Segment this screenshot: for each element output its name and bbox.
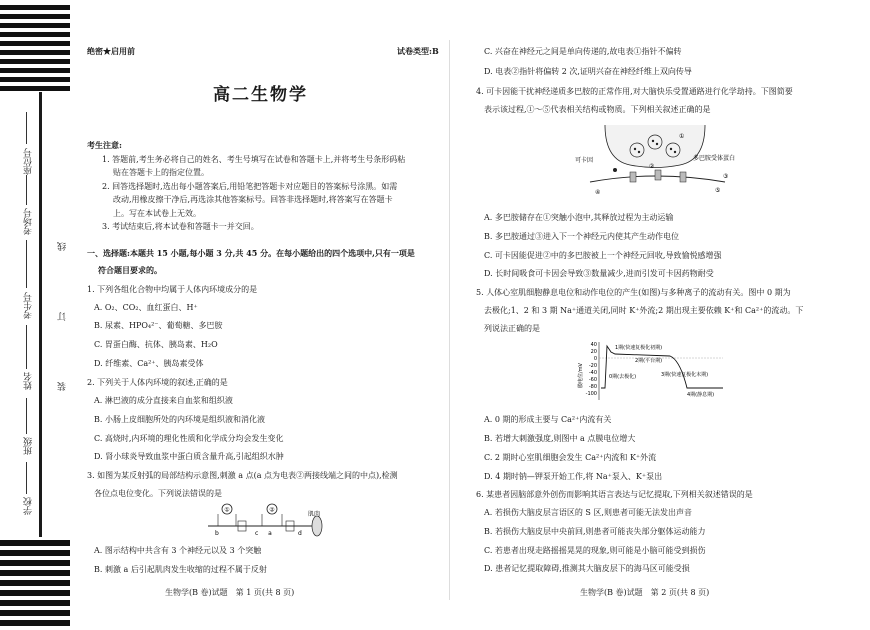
seal-seal-char: 装: [58, 382, 68, 391]
field-school-label: 学校: [24, 497, 34, 515]
notice-line: 1. 答题前,考生务必将自己的姓名、考生号填写在试卷和答题卡上,并将考生号条形码粘: [102, 155, 406, 164]
q6-option-d: D. 患者记忆提取障碍,推测其大脑皮层下的海马区可能受损: [484, 564, 690, 573]
q3-stem: 3. 如图为某反射弧的局部结构示意图,刺激 a 点(a 点为电表②两接线端之间的中点),检测: [87, 471, 398, 480]
svg-text:-60: -60: [588, 377, 597, 383]
section-heading: 一、选择题:本题共 15 小题,每小题 3 分,共 45 分。在每小题给出的四个选项中,只有一项是: [87, 248, 415, 258]
q1-option-c: C. 胃蛋白酶、抗体、胰岛素、H₂O: [94, 340, 218, 349]
svg-text:可卡因: 可卡因: [575, 157, 594, 164]
q4-stem: 表示该过程,①～⑤代表相关结构或物质。下列相关叙述正确的是: [484, 105, 711, 114]
q4-option-b: B. 多巴胺通过③进入下一个神经元内使其产生动作电位: [484, 232, 679, 241]
svg-text:d: d: [298, 530, 302, 537]
q4-option-c: C. 可卡因能促进②中的多巴胺被上一个神经元回收,导致愉悦感增强: [484, 251, 722, 260]
q5-stem: 列说法正确的是: [484, 324, 540, 333]
field-examinee-label: 考生号: [24, 292, 34, 319]
svg-text:a: a: [268, 530, 272, 537]
notice-line: 贴在答题卡上的指定位置。: [113, 168, 209, 177]
q6-option-b: B. 若损伤大脑皮层中央前回,则患者可能丧失部分躯体运动能力: [484, 527, 706, 536]
q6-stem: 6. 某患者因脑部意外创伤而影响其语言表达与记忆提取,下列相关叙述错误的是: [476, 490, 753, 499]
action-potential-chart: [575, 340, 725, 404]
svg-text:b: b: [215, 530, 219, 537]
svg-text:0期(去极化): 0期(去极化): [609, 374, 637, 380]
q2-stem: 2. 下列关于人体内环境的叙述,正确的是: [87, 378, 228, 387]
q5-option-c: C. 2 期时心室肌细胞会发生 Ca²⁺内流和 K⁺外流: [484, 453, 657, 462]
q2-option-a: A. 淋巴液的成分直接来自血浆和组织液: [94, 396, 233, 405]
footer-page-1: 生物学(B 卷)试题 第 1 页(共 8 页): [165, 588, 295, 597]
q3-option-b: B. 刺激 a 后引起肌肉发生收缩的过程不属于反射: [94, 565, 267, 574]
field-name-label: 姓名: [24, 372, 34, 390]
page-2: [450, 0, 870, 630]
svg-text:-80: -80: [588, 384, 597, 390]
svg-text:0: 0: [593, 356, 597, 362]
svg-text:膜电位/mV: 膜电位/mV: [578, 363, 584, 388]
seal-line-char: 线: [58, 242, 68, 251]
svg-text:③: ③: [723, 173, 729, 180]
notice-line: 3. 考试结束后,将本试卷和答题卡一并交回。: [102, 222, 259, 231]
q6-option-a: A. 若损伤大脑皮层言语区的 S 区,则患者可能无法发出声音: [484, 508, 692, 517]
seal-bind-char: 订: [58, 312, 68, 321]
svg-text:20: 20: [590, 349, 597, 355]
q6-option-c: C. 若患者出现走路摇摇晃晃的现象,则可能是小脑可能受到损伤: [484, 546, 706, 555]
svg-text:肌肉: 肌肉: [308, 511, 321, 518]
svg-text:40: 40: [590, 342, 597, 348]
svg-text:多巴胺受体蛋白: 多巴胺受体蛋白: [693, 155, 735, 162]
svg-text:-40: -40: [588, 370, 597, 376]
field-room-label: 考场号: [24, 208, 34, 235]
q3-option-d: D. 电表②指针将偏转 2 次,证明兴奋在神经纤维上双向传导: [484, 67, 692, 76]
notice-line: 上。写在本试卷上无效。: [113, 209, 201, 218]
q5-option-d: D. 4 期时钠—钾泵开始工作,将 Na⁺泵入、K⁺泵出: [484, 472, 663, 481]
svg-text:①: ①: [224, 506, 230, 514]
q5-stem: 去极化;1、2 和 3 期 Na⁺通道关闭,同时 K⁺外流;2 期出现主要依赖 K⁺和 Ca²⁺的流动。下: [484, 306, 804, 315]
notice-heading: 考生注意:: [87, 140, 122, 150]
secret-label: 绝密★启用前: [87, 46, 135, 56]
svg-text:2期(平台期): 2期(平台期): [635, 358, 663, 364]
q3-option-c: C. 兴奋在神经元之间是单向传递的,故电表①指针不偏转: [484, 47, 682, 56]
q1-stem: 1. 下列各组化合物中均属于人体内环境成分的是: [87, 285, 258, 294]
footer-page-2: 生物学(B 卷)试题 第 2 页(共 8 页): [580, 588, 710, 597]
svg-text:-20: -20: [588, 363, 597, 369]
q5-option-b: B. 若增大刺激强度,则图中 a 点膜电位增大: [484, 434, 636, 443]
reflex-arc-diagram: [200, 502, 330, 540]
q4-option-a: A. 多巴胺储存在①突触小泡中,其释放过程为主动运输: [484, 213, 674, 222]
q3-stem: 各位点电位变化。下列说法错误的是: [94, 489, 222, 498]
page-title: 高二生物学: [213, 85, 308, 105]
q2-option-d: D. 肾小球炎导致血浆中蛋白质含量升高,引起组织水肿: [94, 452, 284, 461]
field-seat-label: 座位号: [24, 148, 34, 175]
q2-option-c: C. 高烧时,内环境的理化性质和化学成分均会发生变化: [94, 434, 284, 443]
notice-line: 改动,用橡皮擦干净后,再选涂其他答案标号。回答非选择题时,将答案写在答题卡: [113, 195, 393, 204]
svg-text:-100: -100: [585, 391, 597, 397]
q2-option-b: B. 小肠上皮细胞所处的内环境是组织液和消化液: [94, 415, 265, 424]
svg-text:④: ④: [595, 189, 601, 196]
svg-text:c: c: [255, 530, 259, 537]
q3-option-a: A. 图示结构中共含有 3 个神经元以及 3 个突触: [94, 546, 262, 555]
section-heading: 符合题目要求的。: [98, 265, 162, 275]
svg-text:3期(快速复极化末期): 3期(快速复极化末期): [661, 372, 709, 378]
q5-option-a: A. 0 期的形成主要与 Ca²⁺内流有关: [484, 415, 612, 424]
q1-option-d: D. 纤维素、Ca²⁺、胰岛素受体: [94, 359, 204, 368]
q1-option-b: B. 尿素、HPO₄²⁻、葡萄糖、多巴胺: [94, 321, 223, 330]
notice-line: 2. 回答选择题时,选出每小题答案后,用铅笔把答题卡对应题目的答案标号涂黑。如需: [102, 182, 398, 191]
svg-text:①: ①: [679, 133, 685, 140]
svg-text:②: ②: [269, 506, 275, 514]
q4-stem: 4. 可卡因能干扰神经递质多巴胺的正常作用,对大脑快乐受置通路进行化学劫持。下图简要: [476, 87, 793, 96]
synapse-diagram: [575, 120, 735, 200]
field-class-label: 班级: [24, 437, 34, 455]
q1-option-a: A. O₂、CO₂、血红蛋白、H⁺: [94, 303, 198, 312]
svg-text:②: ②: [649, 163, 655, 170]
svg-text:4期(静息期): 4期(静息期): [687, 392, 715, 398]
svg-text:⑤: ⑤: [715, 187, 721, 194]
paper-type: 试卷类型:B: [397, 46, 439, 56]
svg-text:1期(快速复极化初期): 1期(快速复极化初期): [615, 345, 663, 351]
q4-option-d: D. 长时间吸食可卡因会导致③数量减少,进而引发可卡因药物耐受: [484, 269, 714, 278]
q5-stem: 5. 人体心室肌细胞静息电位和动作电位的产生(如图)与多种离子的流动有关。图中 0 期为: [476, 288, 791, 297]
